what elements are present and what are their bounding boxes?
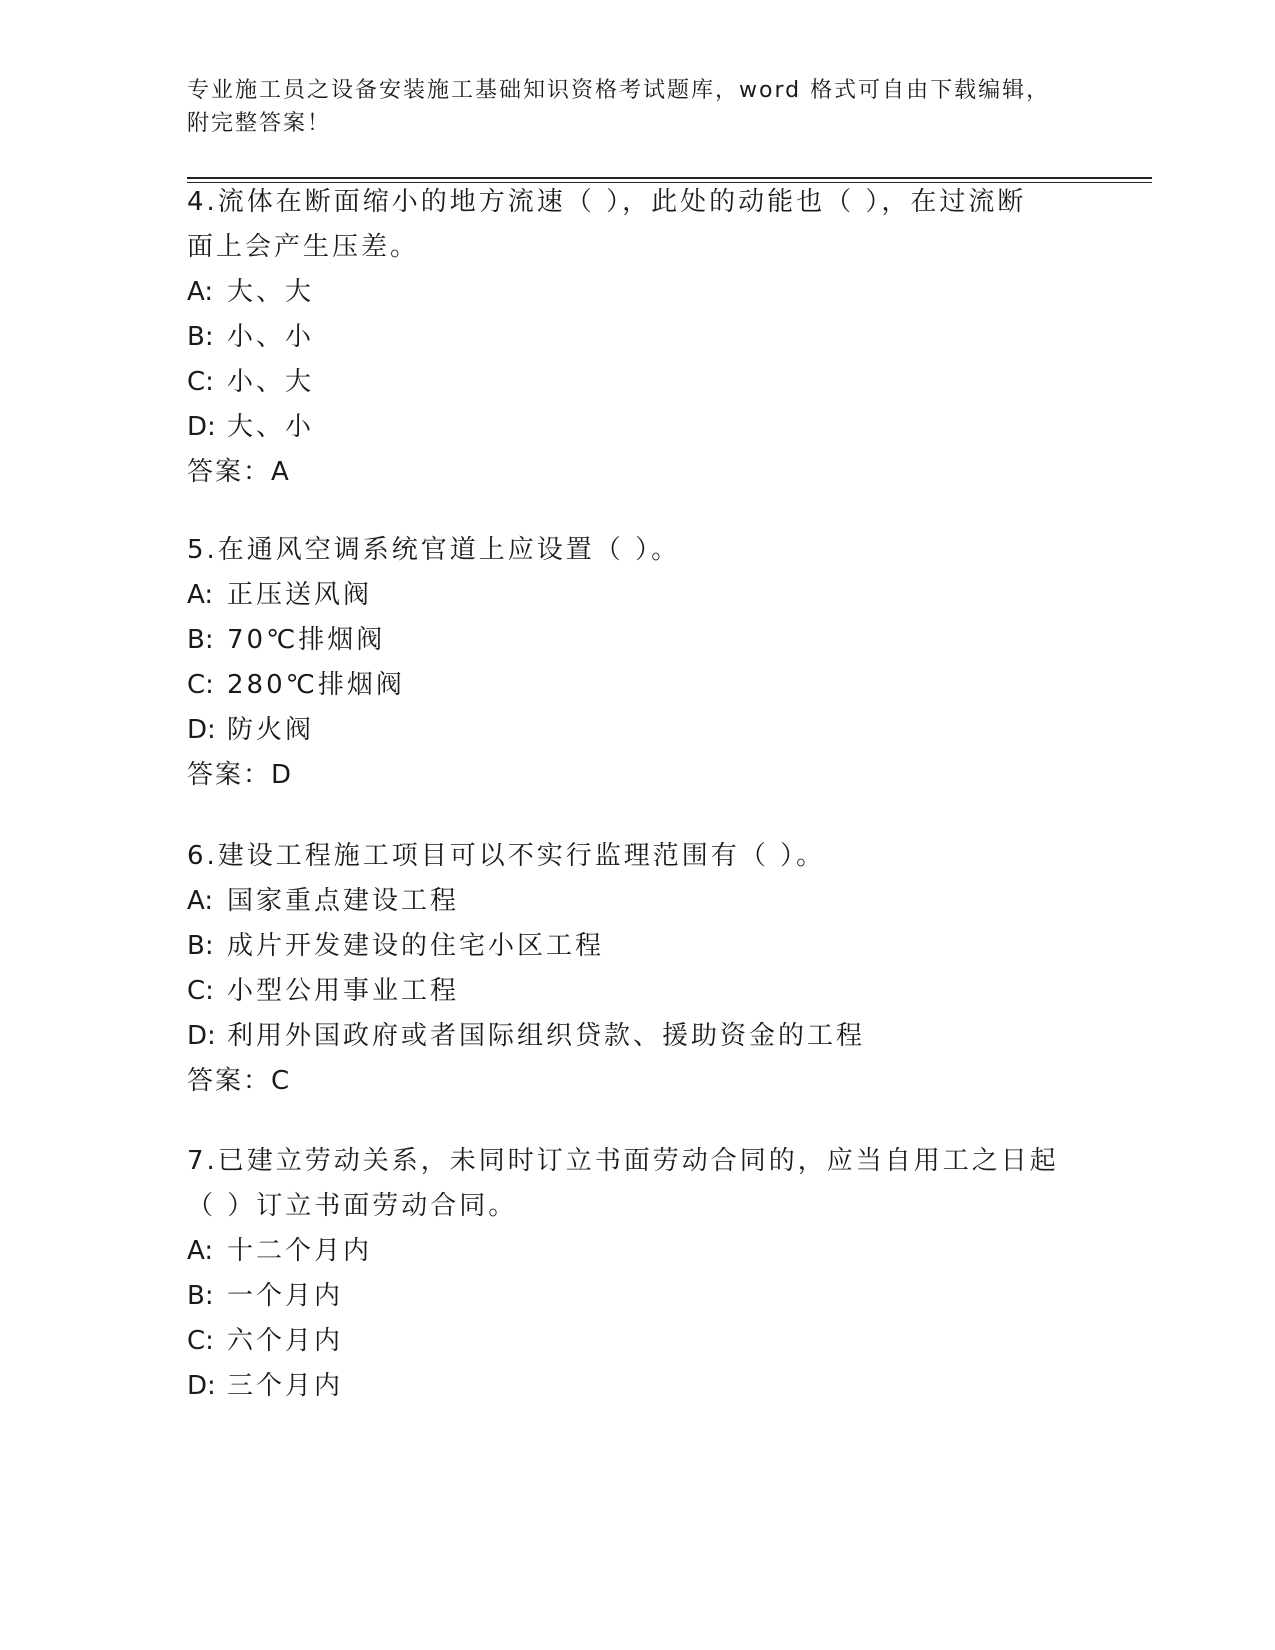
question-7-option-c	[187, 1319, 1087, 1364]
question-6-option-a	[187, 879, 1087, 924]
question-7-line-2: （ ）订立书面劳动合同。	[187, 1191, 518, 1221]
question-7-option-d	[187, 1364, 1087, 1409]
question-6-option-d	[187, 1014, 1087, 1059]
header-line-1: 专业施工员之设备安装施工基础知识资格考试题库，word 格式可自由下载编辑，	[187, 78, 1051, 103]
option-text: 小型公用事业工程	[227, 976, 460, 1006]
document-header	[187, 74, 1067, 140]
question-6-answer	[187, 1059, 1087, 1104]
option-key: D:	[187, 412, 216, 442]
option-text: 大、小	[227, 412, 315, 442]
question-5-answer	[187, 753, 1087, 798]
option-key: B:	[187, 931, 214, 961]
question-6-line-1: 6.建设工程施工项目可以不实行监理范围有（ ）。	[187, 841, 826, 871]
question-4-option-c	[187, 360, 1087, 405]
question-5-option-d	[187, 708, 1087, 753]
question-5	[187, 528, 1087, 798]
answer-label: 答案：	[187, 760, 272, 790]
answer-label: 答案：	[187, 457, 272, 487]
answer-value: A	[271, 457, 290, 487]
option-key: C:	[187, 1326, 214, 1356]
option-key: C:	[187, 670, 214, 700]
option-text: 三个月内	[227, 1371, 344, 1401]
answer-value: D	[271, 760, 293, 790]
option-key: A:	[187, 277, 214, 307]
question-4-answer	[187, 450, 1087, 495]
question-4-line-2: 面上会产生压差。	[187, 232, 420, 262]
option-key: C:	[187, 367, 214, 397]
option-key: D:	[187, 1371, 216, 1401]
option-key: A:	[187, 1236, 214, 1266]
option-text: 利用外国政府或者国际组织贷款、援助资金的工程	[227, 1021, 866, 1051]
question-7-option-b	[187, 1274, 1087, 1319]
question-5-option-a	[187, 573, 1087, 618]
option-key: A:	[187, 886, 214, 916]
option-text: 防火阀	[227, 715, 315, 745]
option-key: B:	[187, 1281, 214, 1311]
option-text: 大、大	[227, 277, 315, 307]
option-key: B:	[187, 625, 214, 655]
option-text: 小、大	[227, 367, 315, 397]
option-text: 280℃排烟阀	[227, 670, 405, 700]
answer-value: C	[271, 1066, 291, 1096]
option-text: 国家重点建设工程	[227, 886, 460, 916]
header-divider-thick	[187, 177, 1152, 179]
question-4	[187, 180, 1087, 495]
question-4-line-1: 4.流体在断面缩小的地方流速（ ），此处的动能也（ ），在过流断	[187, 187, 1027, 217]
question-4-option-d	[187, 405, 1087, 450]
question-4-option-a	[187, 270, 1087, 315]
option-text: 一个月内	[227, 1281, 344, 1311]
question-7-option-a	[187, 1229, 1087, 1274]
answer-label: 答案：	[187, 1066, 272, 1096]
header-line-2: 附完整答案！	[187, 111, 332, 136]
question-7-line-1: 7.已建立劳动关系，未同时订立书面劳动合同的，应当自用工之日起	[187, 1146, 1059, 1176]
question-6	[187, 834, 1087, 1104]
option-key: B:	[187, 322, 214, 352]
option-key: D:	[187, 1021, 216, 1051]
question-6-option-c	[187, 969, 1087, 1014]
option-text: 70℃排烟阀	[227, 625, 386, 655]
option-text: 成片开发建设的住宅小区工程	[227, 931, 605, 961]
option-key: C:	[187, 976, 214, 1006]
question-6-option-b	[187, 924, 1087, 969]
question-4-option-b	[187, 315, 1087, 360]
question-5-line-1: 5.在通风空调系统官道上应设置（ ）。	[187, 535, 681, 565]
option-key: D:	[187, 715, 216, 745]
question-7	[187, 1139, 1087, 1409]
option-key: A:	[187, 580, 214, 610]
option-text: 十二个月内	[227, 1236, 373, 1266]
question-5-option-b	[187, 618, 1087, 663]
option-text: 正压送风阀	[227, 580, 373, 610]
question-5-option-c	[187, 663, 1087, 708]
option-text: 小、小	[227, 322, 315, 352]
option-text: 六个月内	[227, 1326, 344, 1356]
